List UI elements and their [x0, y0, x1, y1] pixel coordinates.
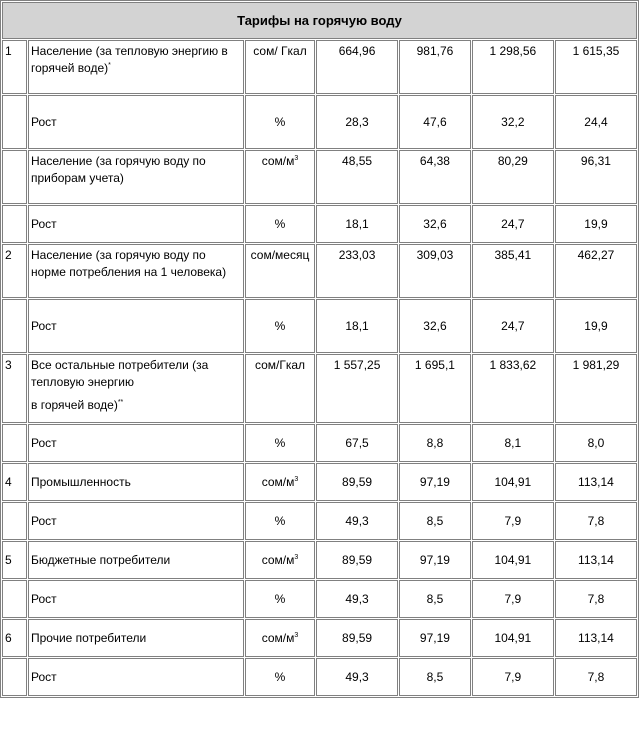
row-number: 5 [2, 541, 27, 579]
row-value-2: 981,76 [399, 40, 471, 94]
row-name: Рост [28, 580, 244, 618]
row-value-3: 104,91 [472, 619, 554, 657]
row-name: Рост [28, 205, 244, 243]
row-unit: сом/$м^3$ [245, 541, 315, 579]
row-value-1: 49,3 [316, 658, 398, 696]
row-value-3: 7,9 [472, 502, 554, 540]
row-unit: сом/ Гкал [245, 40, 315, 94]
table-row [2, 205, 637, 243]
row-name: Население (за тепловую энергию в горячей воде)* [28, 40, 244, 94]
row-value-2: 309,03 [399, 244, 471, 298]
row-value-2: 8,8 [399, 424, 471, 462]
row-unit: % [245, 299, 315, 353]
row-number [2, 658, 27, 696]
row-value-4: 7,8 [555, 658, 637, 696]
row-value-3: 1 298,56 [472, 40, 554, 94]
row-value-1: 89,59 [316, 619, 398, 657]
row-value-4: 1 615,35 [555, 40, 637, 94]
row-value-2: 1 695,1 [399, 354, 471, 423]
row-unit: сом/месяц [245, 244, 315, 298]
row-value-1: 49,3 [316, 580, 398, 618]
row-unit: % [245, 580, 315, 618]
row-name: Рост [28, 95, 244, 149]
row-value-4: 113,14 [555, 541, 637, 579]
row-number [2, 95, 27, 149]
row-value-3: 7,9 [472, 580, 554, 618]
table-row [2, 424, 637, 462]
row-value-4: 7,8 [555, 502, 637, 540]
row-value-2: 8,5 [399, 658, 471, 696]
row-number: 4 [2, 463, 27, 501]
row-number: 6 [2, 619, 27, 657]
row-value-2: 8,5 [399, 502, 471, 540]
row-number: 3 [2, 354, 27, 423]
row-value-3: 385,41 [472, 244, 554, 298]
row-value-3: 32,2 [472, 95, 554, 149]
table-row [2, 619, 637, 657]
row-unit: сом/$м^3$ [245, 150, 315, 204]
row-value-4: 24,4 [555, 95, 637, 149]
row-name: Рост [28, 502, 244, 540]
table-row [2, 40, 637, 94]
row-value-2: 97,19 [399, 541, 471, 579]
row-name: Бюджетные потребители [28, 541, 244, 579]
row-value-3: 1 833,62 [472, 354, 554, 423]
table-title-row [2, 2, 637, 39]
row-value-1: 1 557,25 [316, 354, 398, 423]
table-row [2, 463, 637, 501]
row-number [2, 205, 27, 243]
row-value-4: 113,14 [555, 463, 637, 501]
row-unit: % [245, 95, 315, 149]
table-title: Тарифы на горячую воду [2, 2, 637, 39]
row-name: Рост [28, 424, 244, 462]
row-unit: сом/Гкал [245, 354, 315, 423]
row-number: 1 [2, 40, 27, 94]
row-unit: % [245, 205, 315, 243]
row-value-3: 104,91 [472, 541, 554, 579]
row-value-3: 8,1 [472, 424, 554, 462]
row-value-4: 19,9 [555, 299, 637, 353]
row-number [2, 299, 27, 353]
row-name: Все остальные потребители (за тепловую энергию в горячей воде)** [28, 354, 244, 423]
row-value-1: 28,3 [316, 95, 398, 149]
row-value-3: 104,91 [472, 463, 554, 501]
row-value-2: 97,19 [399, 463, 471, 501]
row-number [2, 580, 27, 618]
row-value-4: 1 981,29 [555, 354, 637, 423]
row-value-4: 7,8 [555, 580, 637, 618]
table-row [2, 658, 637, 696]
row-value-2: 97,19 [399, 619, 471, 657]
row-value-1: 664,96 [316, 40, 398, 94]
row-value-4: 462,27 [555, 244, 637, 298]
table-row [2, 95, 637, 149]
row-value-2: 32,6 [399, 205, 471, 243]
table-row [2, 541, 637, 579]
row-value-1: 233,03 [316, 244, 398, 298]
row-value-4: 8,0 [555, 424, 637, 462]
table-row [2, 580, 637, 618]
table-row [2, 354, 637, 423]
row-value-3: 80,29 [472, 150, 554, 204]
row-unit: сом/$м^3$ [245, 463, 315, 501]
row-name: Население (за горячую воду по норме потребления на 1 человека) [28, 244, 244, 298]
row-unit: сом/$м^3$ [245, 619, 315, 657]
row-number: 2 [2, 244, 27, 298]
row-number [2, 502, 27, 540]
row-value-2: 8,5 [399, 580, 471, 618]
row-value-1: 48,55 [316, 150, 398, 204]
row-value-4: 96,31 [555, 150, 637, 204]
row-name: Промышленность [28, 463, 244, 501]
table-row [2, 299, 637, 353]
row-value-3: 24,7 [472, 299, 554, 353]
row-value-3: 24,7 [472, 205, 554, 243]
row-unit: % [245, 424, 315, 462]
row-value-1: 49,3 [316, 502, 398, 540]
row-value-4: 19,9 [555, 205, 637, 243]
row-value-2: 47,6 [399, 95, 471, 149]
row-name: Рост [28, 658, 244, 696]
row-value-4: 113,14 [555, 619, 637, 657]
row-value-2: 64,38 [399, 150, 471, 204]
row-value-1: 18,1 [316, 299, 398, 353]
table-row [2, 502, 637, 540]
row-number [2, 150, 27, 204]
table-row [2, 244, 637, 298]
row-unit: % [245, 502, 315, 540]
row-value-1: 89,59 [316, 463, 398, 501]
table-row [2, 150, 637, 204]
row-value-1: 67,5 [316, 424, 398, 462]
row-unit: % [245, 658, 315, 696]
row-value-3: 7,9 [472, 658, 554, 696]
row-value-1: 89,59 [316, 541, 398, 579]
row-name: Прочие потребители [28, 619, 244, 657]
row-name: Население (за горячую воду по приборам учета) [28, 150, 244, 204]
row-name: Рост [28, 299, 244, 353]
row-value-2: 32,6 [399, 299, 471, 353]
row-number [2, 424, 27, 462]
row-value-1: 18,1 [316, 205, 398, 243]
